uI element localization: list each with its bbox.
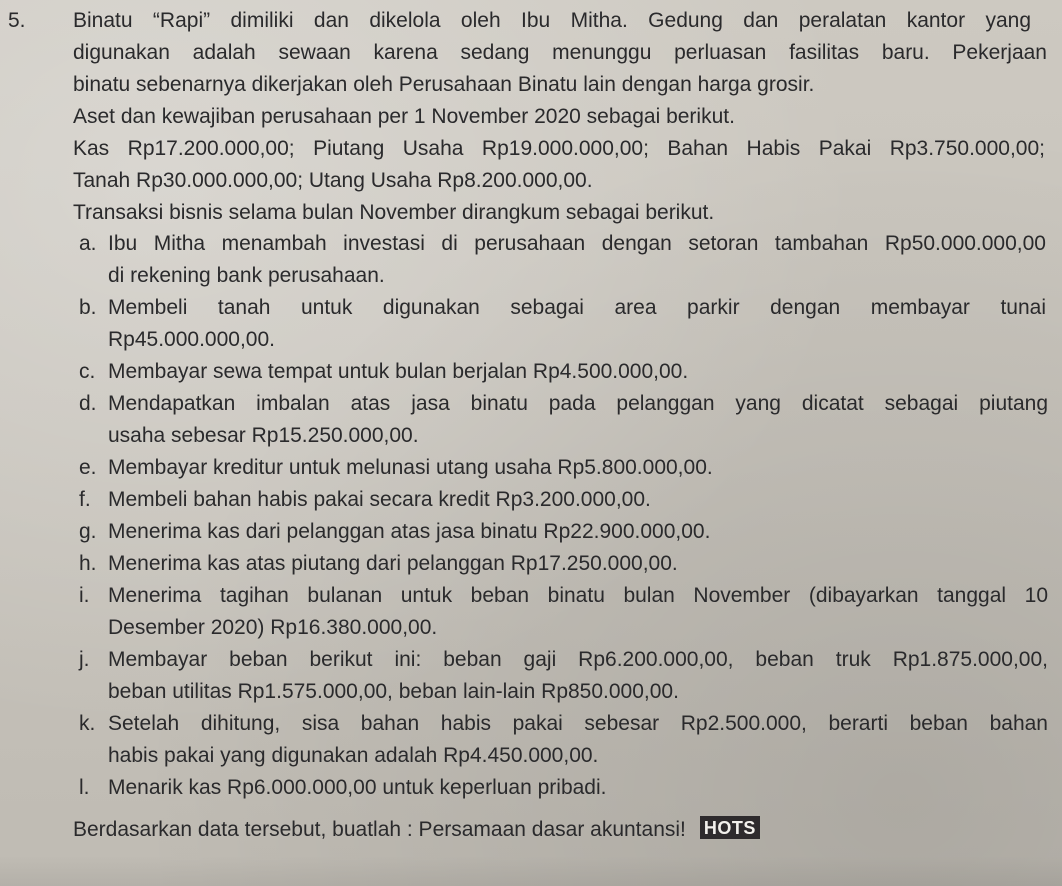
- item-e-line-1: Membayar kreditur untuk melunasi utang usaha Rp5.800.000,00.: [108, 456, 713, 479]
- item-k-line-2: habis pakai yang digunakan adalah Rp4.450.000,00.: [108, 744, 599, 767]
- item-e-marker: e.: [79, 456, 97, 479]
- item-h-line-1: Menerima kas atas piutang dari pelanggan Rp17.250.000,00.: [108, 552, 678, 575]
- item-b-line-1: Membeli tanah untuk digunakan sebagai area parkir dengan membayar tunai: [108, 296, 1046, 319]
- instruction-text: Berdasarkan data tersebut, buatlah : Persamaan dasar akuntansi!: [73, 818, 686, 841]
- item-l-marker: l.: [79, 776, 90, 799]
- item-g-marker: g.: [79, 520, 97, 543]
- item-j-line-2: beban utilitas Rp1.575.000,00, beban lain-lain Rp850.000,00.: [108, 680, 679, 703]
- page-bottom-shade: [0, 856, 1062, 886]
- item-d-line-2: usaha sebesar Rp15.250.000,00.: [108, 424, 419, 447]
- item-d-line-1: Mendapatkan imbalan atas jasa binatu pada pelanggan yang dicatat sebagai piutang: [108, 392, 1048, 415]
- hots-badge: HOTS: [700, 816, 760, 839]
- item-i-line-1: Menerima tagihan bulanan untuk beban binatu bulan November (dibayarkan tanggal 10: [108, 584, 1048, 607]
- item-i-marker: i.: [79, 584, 90, 607]
- item-b-marker: b.: [79, 296, 97, 319]
- item-a-line-2: di rekening bank perusahaan.: [108, 264, 385, 287]
- intro-line-5: Kas Rp17.200.000,00; Piutang Usaha Rp19.000.000,00; Bahan Habis Pakai Rp3.750.000,00;: [73, 137, 1045, 160]
- item-c-line-1: Membayar sewa tempat untuk bulan berjalan Rp4.500.000,00.: [108, 360, 689, 383]
- intro-line-6: Tanah Rp30.000.000,00; Utang Usaha Rp8.200.000,00.: [73, 169, 593, 192]
- item-k-line-1: Setelah dihitung, sisa bahan habis pakai sebesar Rp2.500.000, berarti beban bahan: [108, 712, 1048, 735]
- item-j-line-1: Membayar beban berikut ini: beban gaji Rp6.200.000,00, beban truk Rp1.875.000,00,: [108, 648, 1048, 671]
- item-c-marker: c.: [79, 360, 96, 383]
- intro-line-3: binatu sebenarnya dikerjakan oleh Perusahaan Binatu lain dengan harga grosir.: [73, 73, 815, 96]
- item-f-marker: f.: [79, 488, 91, 511]
- item-k-marker: k.: [79, 712, 96, 735]
- intro-line-1: Binatu “Rapi” dimiliki dan dikelola oleh Ibu Mitha. Gedung dan peralatan kantor yang: [73, 9, 1031, 32]
- item-a-marker: a.: [79, 232, 97, 255]
- item-h-marker: h.: [79, 552, 97, 575]
- item-l-line-1: Menarik kas Rp6.000.000,00 untuk keperluan pribadi.: [108, 776, 607, 799]
- item-j-marker: j.: [79, 648, 90, 671]
- item-d-marker: d.: [79, 392, 97, 415]
- question-number: 5.: [8, 9, 26, 32]
- intro-line-4: Aset dan kewajiban perusahaan per 1 November 2020 sebagai berikut.: [73, 105, 735, 128]
- item-g-line-1: Menerima kas dari pelanggan atas jasa binatu Rp22.900.000,00.: [108, 520, 711, 543]
- instruction-line: [73, 815, 760, 845]
- item-i-line-2: Desember 2020) Rp16.380.000,00.: [108, 616, 438, 639]
- item-a-line-1: Ibu Mitha menambah investasi di perusahaan dengan setoran tambahan Rp50.000.000,00: [108, 232, 1046, 255]
- item-f-line-1: Membeli bahan habis pakai secara kredit Rp3.200.000,00.: [108, 488, 651, 511]
- intro-line-2: digunakan adalah sewaan karena sedang menunggu perluasan fasilitas baru. Pekerjaan: [73, 41, 1047, 64]
- intro-line-7: Transaksi bisnis selama bulan November dirangkum sebagai berikut.: [73, 201, 715, 224]
- item-b-line-2: Rp45.000.000,00.: [108, 328, 275, 351]
